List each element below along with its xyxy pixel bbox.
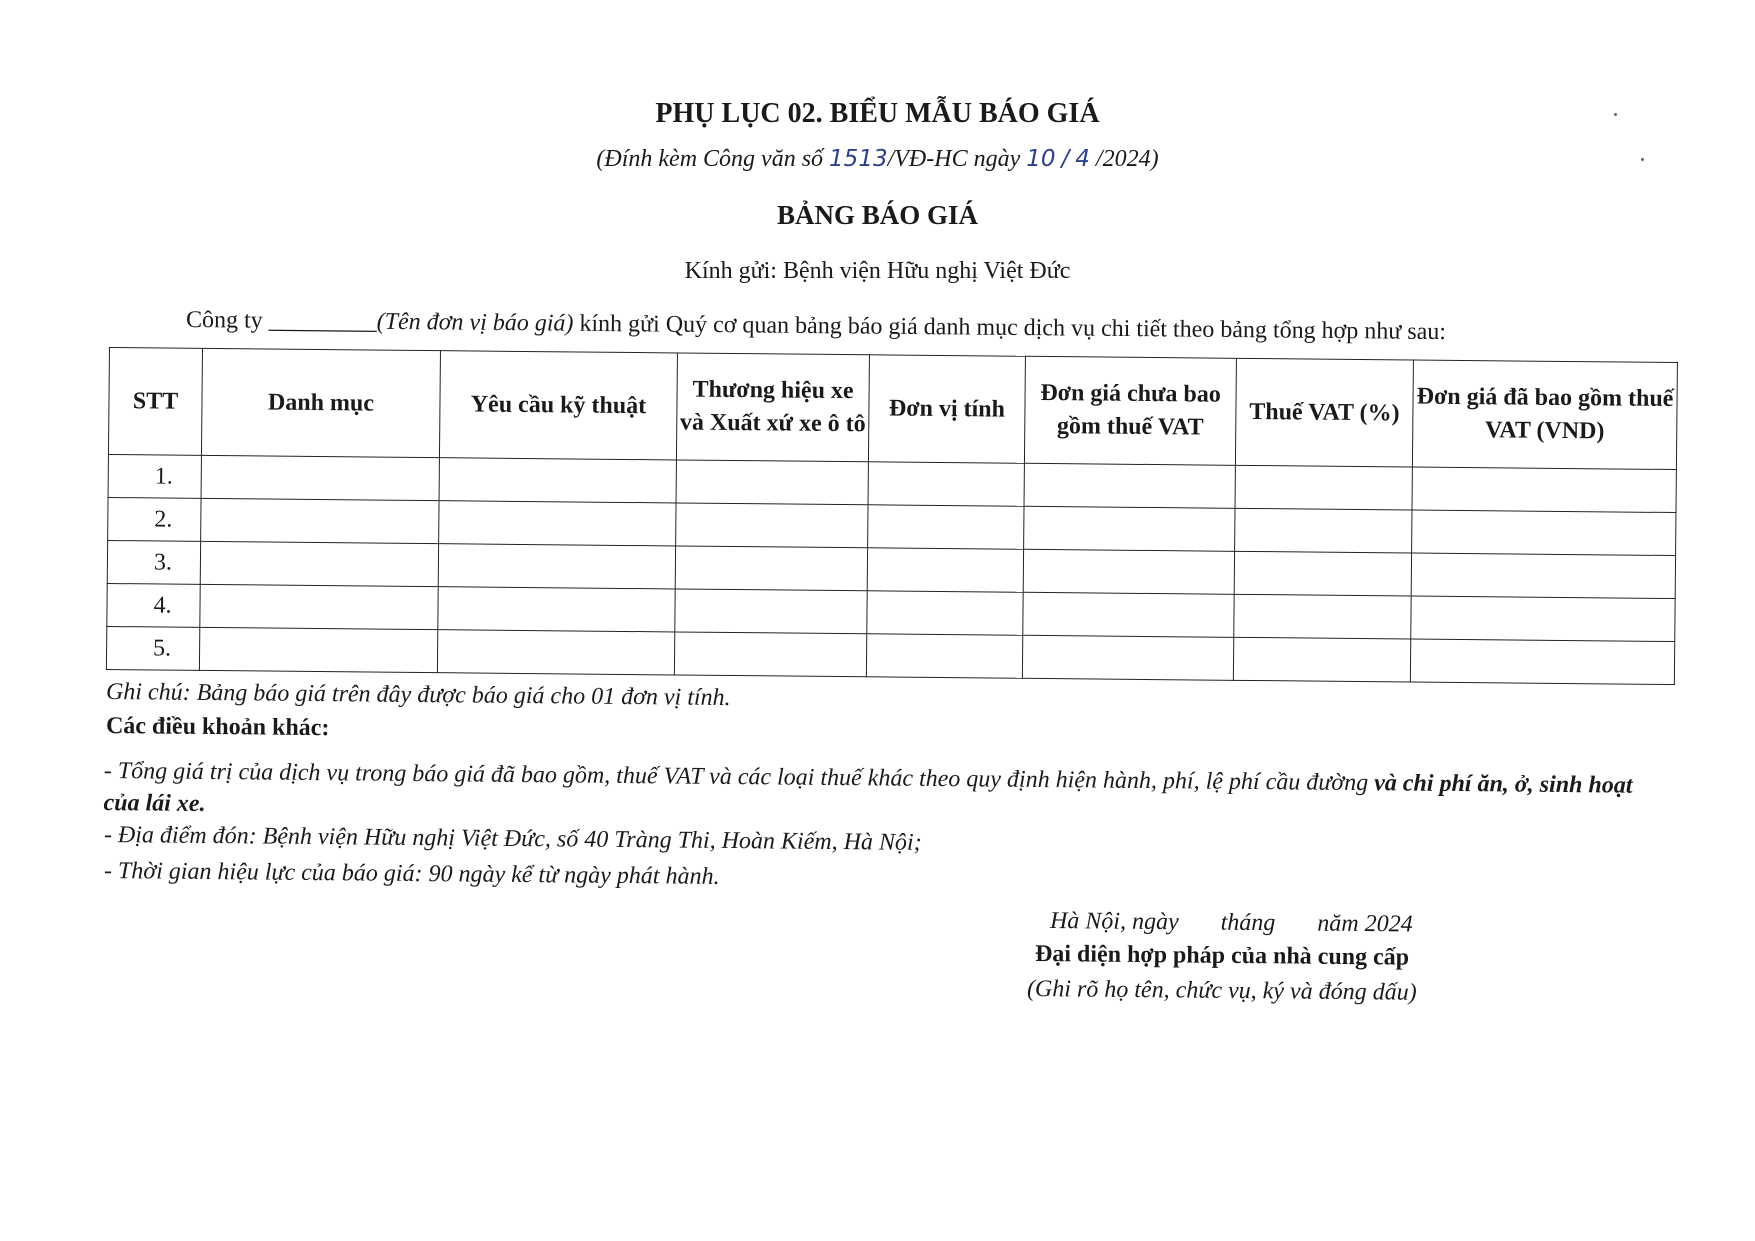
- signature-month-label: tháng: [1220, 909, 1276, 937]
- table-cell: [1411, 596, 1675, 642]
- row-stt: 4.: [107, 583, 200, 627]
- subtitle-prefix: (Đính kèm Công văn số: [596, 146, 824, 172]
- table-cell: [1024, 506, 1235, 551]
- document-subtitle: [0, 146, 1755, 173]
- quote-heading: BẢNG BÁO GIÁ: [776, 200, 979, 230]
- term-item: [103, 755, 1674, 834]
- scan-speck: [1614, 113, 1617, 116]
- quote-table: [106, 347, 1678, 685]
- table-cell: [868, 462, 1024, 506]
- table-cell: [1410, 639, 1674, 685]
- handwritten-day: 10: [1026, 146, 1056, 172]
- header-category: Danh mục: [201, 348, 440, 457]
- subtitle-mid: /VĐ-HC ngày: [887, 146, 1021, 172]
- header-vat-percent: Thuế VAT (%): [1235, 358, 1413, 467]
- other-terms-title: Các điều khoản khác:: [105, 713, 330, 742]
- table-cell: [1234, 594, 1411, 639]
- table-cell: [1412, 510, 1676, 556]
- row-stt: 3.: [107, 540, 200, 584]
- row-stt: 1.: [108, 454, 201, 498]
- company-placeholder: (Tên đơn vị báo giá): [376, 308, 574, 337]
- signature-title: Đại diện hợp pháp của nhà cung cấp: [1034, 941, 1410, 971]
- header-technical-requirements: Yêu cầu kỹ thuật: [439, 351, 677, 460]
- row-stt: 2.: [108, 497, 201, 541]
- table-cell: [867, 548, 1023, 592]
- recipient-line: Kính gửi: Bệnh viện Hữu nghị Việt Đức: [684, 258, 1071, 284]
- intro-prefix: Công ty _________: [185, 307, 377, 335]
- table-cell: [199, 627, 437, 672]
- table-cell: [1023, 549, 1234, 594]
- signature-date-line: [1050, 908, 1413, 938]
- table-cell: [868, 505, 1024, 549]
- table-cell: [1235, 508, 1412, 553]
- date-separator: /: [1061, 146, 1070, 172]
- scan-speck: [1641, 158, 1644, 161]
- signature-note: (Ghi rõ họ tên, chức vụ, ký và đóng dấu): [1026, 976, 1417, 1006]
- table-cell: [200, 584, 438, 629]
- table-cell: [1411, 553, 1675, 599]
- table-cell: [676, 503, 868, 548]
- table-note: Ghi chú: Bảng báo giá trên đây được báo giá cho 01 đơn vị tính.: [105, 679, 731, 711]
- table-cell: [676, 460, 868, 505]
- table-cell: [675, 546, 867, 591]
- header-price-incl-vat: Đơn giá đã bao gồm thuế VAT (VND): [1412, 360, 1677, 470]
- table-cell: [200, 541, 438, 586]
- table-cell: [439, 458, 676, 503]
- table-cell: [1022, 635, 1233, 680]
- signature-year-label: năm 2024: [1317, 910, 1413, 938]
- table-cell: [438, 587, 675, 632]
- table-cell: [867, 591, 1023, 635]
- document-title: PHỤ LỤC 02. BIỂU MẪU BÁO GIÁ: [655, 98, 1100, 129]
- table-cell: [1235, 465, 1412, 510]
- intro-suffix: kính gửi Quý cơ quan bảng báo giá danh mục dịch vụ chi tiết theo bảng tổng hợp như sau:: [573, 310, 1447, 346]
- table-cell: [1233, 637, 1410, 682]
- header-brand-origin: Thương hiệu xe và Xuất xứ xe ô tô: [676, 353, 869, 462]
- table-cell: [675, 589, 867, 634]
- table-cell: [1234, 551, 1411, 596]
- header-stt: STT: [108, 348, 202, 456]
- table-cell: [1023, 592, 1234, 637]
- row-stt: 5.: [106, 626, 199, 670]
- table-cell: [1412, 467, 1676, 513]
- table-cell: [439, 501, 676, 546]
- term-item: - Địa điểm đón: Bệnh viện Hữu nghị Việt Đức, số 40 Tràng Thi, Hoàn Kiếm, Hà Nội;: [103, 822, 922, 856]
- header-price-excl-vat: Đơn giá chưa bao gồm thuế VAT: [1024, 356, 1236, 465]
- signature-place-date: Hà Nội, ngày: [1049, 908, 1179, 936]
- intro-paragraph: [186, 307, 1446, 346]
- handwritten-month: 4: [1075, 146, 1090, 172]
- subtitle-suffix: /2024): [1095, 146, 1159, 172]
- table-cell: [201, 455, 439, 500]
- term-1-bold: và chi phí ăn, ở, sinh hoạt của lái xe.: [103, 770, 1633, 817]
- header-unit: Đơn vị tính: [868, 355, 1025, 463]
- handwritten-doc-number: 1513: [829, 146, 888, 172]
- table-cell: [437, 630, 674, 675]
- table-cell: [438, 544, 675, 589]
- table-cell: [201, 498, 439, 543]
- table-cell: [674, 632, 866, 677]
- table-cell: [1024, 463, 1235, 508]
- table-cell: [866, 634, 1022, 678]
- term-item: - Thời gian hiệu lực của báo giá: 90 ngày kể từ ngày phát hành.: [103, 858, 720, 890]
- term-1-regular: - Tổng giá trị của dịch vụ trong báo giá đã bao gồm, thuế VAT và các loại thuế khác theo quy định hiện hành, phí, lệ phí cầu đường: [103, 757, 1375, 797]
- table-header-row: [108, 348, 1677, 470]
